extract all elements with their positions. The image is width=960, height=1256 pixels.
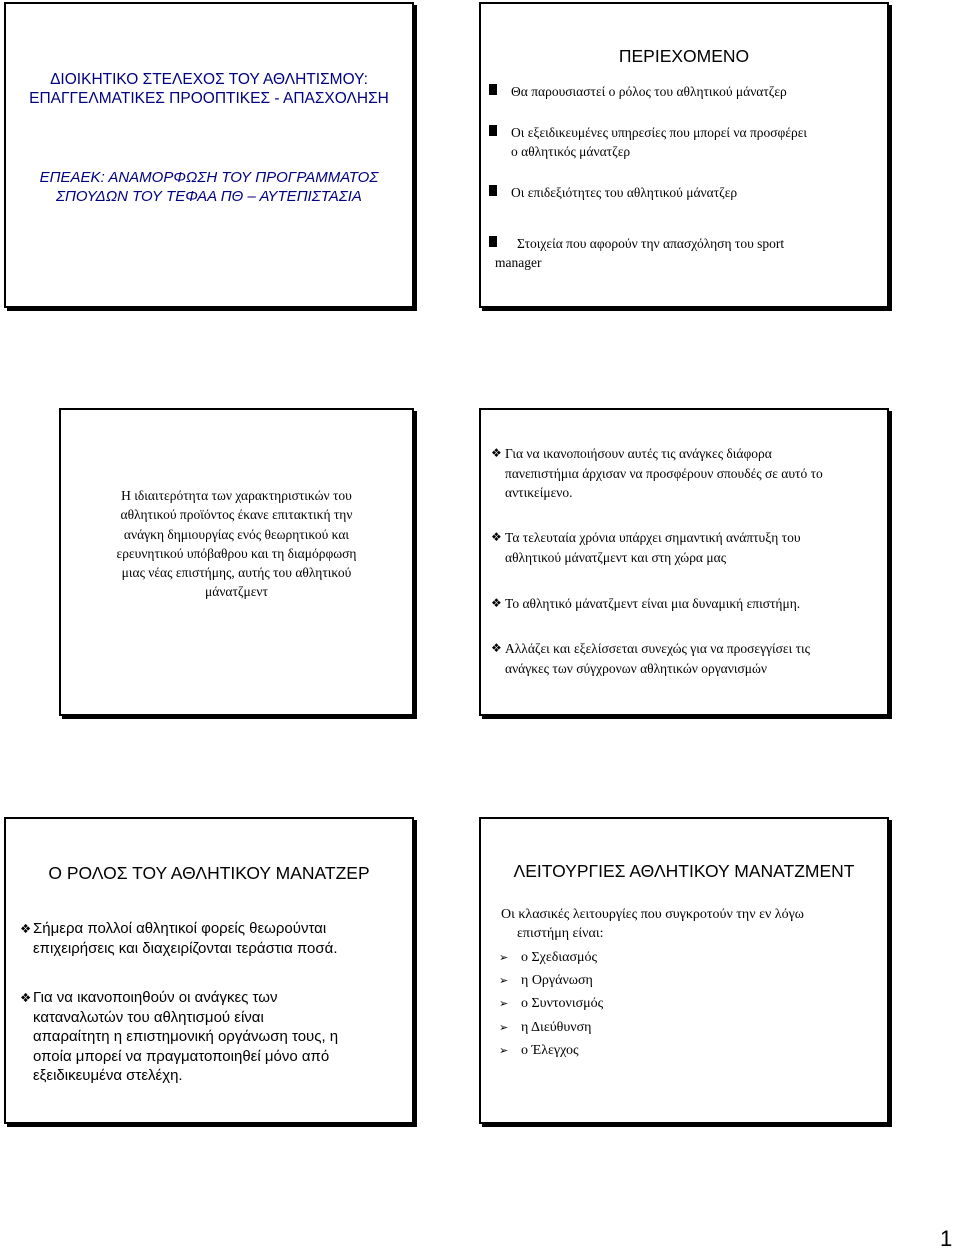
paragraph-line: ερευνητικού υπόβαθρου και τη διαμόρφωση [116,545,357,561]
presentation-title [14,70,404,108]
intro-line: Οι κλασικές λειτουργίες που συγκροτούν την εν λόγω [501,907,804,922]
square-bullet-icon [489,185,497,196]
arrow-bullet-icon: ➢ [499,1020,509,1034]
slide-bullets [479,408,889,716]
slide-manager-role [4,817,414,1124]
page-number: 1 [940,1226,953,1251]
bullet-item [20,919,400,958]
function-label: η Οργάνωση [521,973,593,989]
bullet-item [20,988,400,1086]
bullet-line: Για να ικανοποιηθούν οι ανάγκες των [33,989,278,1006]
bullet-line: απαραίτητη η επιστημονική οργάνωση τους, η [33,1028,339,1046]
bullet-line: Το αθλητικό μάνατζμεντ είναι μια δυναμική επιστήμη. [505,596,801,611]
function-label: ο Σχεδιασμός [521,950,598,965]
item-line: ο αθλητικός μάνατζερ [511,144,631,159]
item-line: Στοιχεία που αφορούν την απασχόληση του sport [517,236,785,251]
functions-intro [501,905,867,943]
function-label: ο Συντονισμός [521,996,604,1012]
slide-heading: ΠΕΡΙΕΧΟΜΕΝΟ [618,46,750,66]
presentation-subtitle [14,168,404,206]
diamond-bullet-icon: ❖ [491,641,502,655]
bullet-line: Τα τελευταία χρόνια υπάρχει σημαντική ανάπτυξη του [505,530,801,545]
bullet-line: οποία μπορεί να πραγματοποιηθεί μόνο από [33,1047,330,1065]
bullet-item [491,594,879,614]
slide-title [4,2,414,308]
paragraph-line: αθλητικού προϊόντος έκανε επιτακτική την [120,507,353,523]
title-line: ΔΙΟΙΚΗΤΙΚΟ ΣΤΕΛΕΧΟΣ ΤΟΥ ΑΘΛΗΤΙΣΜΟΥ: [50,71,368,88]
paragraph-line: Η ιδιαιτερότητα των χαρακτηριστικών του [121,488,352,503]
title-line: ΕΠΑΓΓΕΛΜΑΤΙΚΕΣ ΠΡΟΟΠΤΙΚΕΣ - ΑΠΑΣΧΟΛΗΣΗ [29,90,389,107]
function-label: ο Έλεγχος [521,1042,579,1058]
item-line: Οι εξειδικευμένες υπηρεσίες που μπορεί να προσφέρει [511,125,808,140]
bullet-line: ανάγκες των σύγχρονων αθλητικών οργανισμών [505,660,767,676]
contents-item [489,82,879,101]
diamond-bullet-icon: ❖ [491,596,502,610]
list-item [499,1016,603,1039]
arrow-bullet-icon: ➢ [499,1043,509,1057]
slide-heading: Ο ΡΟΛΟΣ ΤΟΥ ΑΘΛΗΤΙΚΟΥ ΜΑΝΑΤΖΕΡ [48,863,370,883]
slide-intro-text [59,408,414,716]
list-item [499,946,603,969]
arrow-bullet-icon: ➢ [499,951,509,964]
subtitle-line: ΕΠΕΑΕΚ: ΑΝΑΜΟΡΦΩΣΗ ΤΟΥ ΠΡΟΓΡΑΜΜΑΤΟΣ [39,169,379,186]
square-bullet-icon [489,125,497,136]
bullet-line: πανεπιστήμια άρχισαν να προσφέρουν σπουδές σε αυτό το [505,465,823,481]
item-line: Οι επιδεξιότητες του αθλητικού μάνατζερ [511,185,738,200]
functions-list [499,946,603,1062]
diamond-bullet-icon: ❖ [491,446,502,460]
slide-management-functions [479,817,889,1124]
bullet-item [491,528,879,567]
diamond-bullet-icon: ❖ [20,921,32,936]
slide-heading: ΛΕΙΤΟΥΡΓΙΕΣ ΑΘΛΗΤΙΚΟΥ ΜΑΝΑΤΖΜΕΝΤ [513,861,855,881]
paragraph-line: ανάγκη δημιουργίας ενός θεωρητικού και [123,526,350,542]
bullet-item [491,444,879,503]
list-item [499,969,603,992]
slide-contents [479,2,889,308]
square-bullet-icon [489,84,497,95]
contents-item [489,234,879,272]
list-item [499,1039,603,1062]
bullet-line: αθλητικού μάνατζμεντ και στη χώρα μας [505,549,727,565]
bullet-line: αντικείμενο. [505,485,573,500]
item-line: manager [495,255,542,270]
bullet-line: επιχειρήσεις και διαχειρίζονται τεράστια ποσά. [33,939,338,957]
item-line: Θα παρουσιαστεί ο ρόλος του αθλητικού μάνατζερ [511,84,787,99]
bullet-line: Αλλάζει και εξελίσσεται συνεχώς για να προσεγγίσει τις [505,641,811,656]
bullet-line: καταναλωτών του αθλητισμού είναι [33,1008,264,1026]
paragraph-line: μιας νέας επιστήμης, αυτής του αθλητικού [121,565,352,581]
bullet-line: Σήμερα πολλοί αθλητικοί φορείς θεωρούνται [33,920,327,937]
slide-paragraph [75,486,398,602]
diamond-bullet-icon: ❖ [20,990,32,1005]
subtitle-line: ΣΠΟΥΔΩΝ ΤΟΥ ΤΕΦΑΑ ΠΘ – ΑΥΤΕΠΙΣΤΑΣΙΑ [56,188,362,205]
function-label: η Διεύθυνση [521,1019,592,1035]
arrow-bullet-icon: ➢ [499,974,509,988]
bullet-line: εξειδικευμένα στελέχη. [33,1067,183,1085]
arrow-bullet-icon: ➢ [499,997,509,1011]
contents-item [489,123,879,161]
bullet-item [491,639,879,678]
contents-item [489,183,879,202]
diamond-bullet-icon: ❖ [491,530,502,544]
paragraph-line: μάνατζμεντ [205,584,268,600]
intro-line: επιστήμη είναι: [517,926,604,941]
list-item [499,992,603,1015]
bullet-line: Για να ικανοποιήσουν αυτές τις ανάγκες διάφορα [505,446,772,461]
